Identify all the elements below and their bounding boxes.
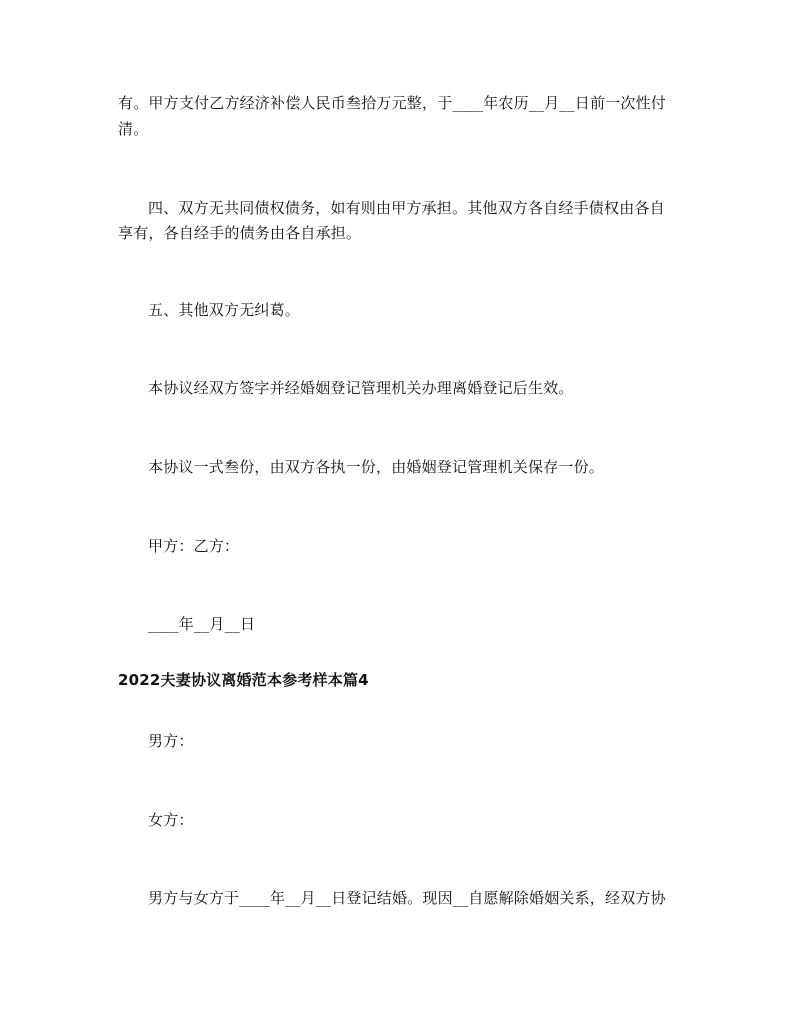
- paragraph-debts-line-2: 享有，各自经手的债务由各自承担。: [118, 224, 362, 242]
- section-heading: 2022夫妻协议离婚范本参考样本篇4: [118, 671, 369, 689]
- paragraph-copies: 本协议一式叁份，由双方各执一份，由婚姻登记管理机关保存一份。: [148, 458, 605, 476]
- paragraph-no-disputes: 五、其他双方无纠葛。: [148, 301, 301, 319]
- signature-parties: 甲方：乙方：: [148, 537, 240, 555]
- paragraph-debts-line-1: 四、双方无共同债权债务，如有则由甲方承担。其他双方各自经手债权由各自: [148, 199, 665, 217]
- paragraph-compensation-line-1: 有。甲方支付乙方经济补偿人民币叁拾万元整，于____年农历__月__日前一次性付: [118, 94, 667, 112]
- signature-date: ____年__月__日: [148, 615, 256, 633]
- male-party-label: 男方：: [148, 732, 194, 750]
- paragraph-compensation-line-2: 清。: [118, 120, 149, 138]
- paragraph-marriage-registration: 男方与女方于____年__月__日登记结婚。现因__自愿解除婚姻关系，经双方协: [148, 889, 666, 907]
- paragraph-effective: 本协议经双方签字并经婚姻登记管理机关办理离婚登记后生效。: [148, 379, 574, 397]
- female-party-label: 女方：: [148, 811, 194, 829]
